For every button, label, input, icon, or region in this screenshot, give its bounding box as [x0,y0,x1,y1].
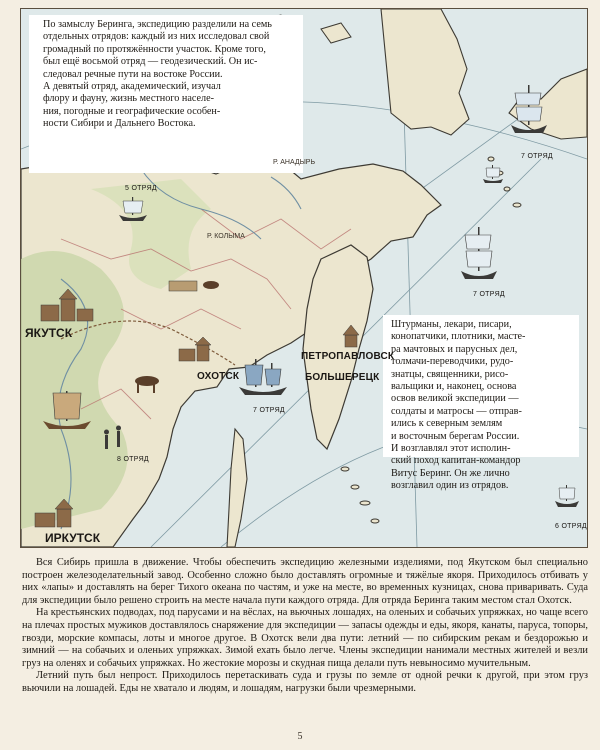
body-paragraph-1: Вся Сибирь пришла в движение. Чтобы обеспечить экспедицию железными изделиями, под Якутском был специально построен железоделательный завод. Особенно сложно было доставлять огромные и тяжёлые якоря. Приходилось отбивать у них «лапы» и доставлять на берег Тихого океана по частям, и уже на месте, во временных кузницах, снова приваривать. Суда для экспедиции было решено строить на месте начала пути каждого отряда. Для отряда Беринга таким местом стал Охотск. [22,557,588,606]
page-number: 5 [297,731,303,742]
arctic-island-2 [321,23,351,43]
river-label-kolyma: Р. КОЛЫМА [207,233,245,240]
ship-icon-2 [461,227,497,279]
sakhalin-island [227,429,247,547]
map-illustration [20,8,588,548]
map-caption-right-text: Штурманы, лекари, писари, конопатчики, плотники, масте- ра мачтовых и парусных дел, толмачи-переводчики, рудо- знатцы, священники, рисо- вальщики и, наконец, основа освов великой экспедиции — солдаты и матросы — отправ- ились к северным землям и восточным берегам России. И возглавлял этот исполин- ский поход капитан-командор Витус Беринг. Он же лично возглавил один из отрядов. [391,319,526,492]
detachment-label-6: 6 ОТРЯД [555,523,587,530]
body-paragraph-2: На крестьянских подводах, под парусами и на вёслах, на вьючных лошадях, на оленьих и собачьих упряжках, но чаще всего на плечах простых мужиков доставлялось снаряжение для экспедиции — запасы одежды и еды, якоря, канаты, паруса, топоры, гвозди, морские компасы, лоты и многое другое. В Охотск вели два пути: летний — по сибирским рекам и бездорожью и зимний — на собачьих и оленьих упряжках. Зимой ехать было легче. Члены экспедиции нанимали местных жителей и везли груз на оленях и собачьих упряжках. Но жестокие морозы и скудная пища делали путь невыносимо мучительным. [22,607,588,669]
city-label-petropavlovsk: ПЕТРОПАВЛОВСК [301,351,395,362]
chukotka-coast [381,9,469,135]
detachment-label-7-okhotsk: 7 ОТРЯД [253,407,285,414]
map-caption-right [383,315,579,492]
city-label-okhotsk: ОХОТСК [197,371,240,382]
city-label-bolsheretsk: БОЛЬШЕРЕЦК [305,372,380,383]
detachment-label-7-north: 7 ОТРЯД [521,153,553,160]
detachment-label-5: 5 ОТРЯД [125,185,157,192]
body-paragraph-3: Летний путь был непрост. Приходилось перетаскивать суда и грузы по земле от одной речки к другой, при этом груз вьючили на лошадей. Еды не хватало и людям, и лошадям, нагрузки были чрезмерными. [22,670,588,694]
city-label-irkutsk: ИРКУТСК [45,531,101,545]
river-label-anadyr: Р. АНАДЫРЬ [273,159,316,166]
map-caption-top-text: По замыслу Беринга, экспедицию разделили на семь отдельных отрядов: каждый из них исследовал свой громадный по протяжённости участок. Кроме того, был ещё восьмой отряд — геодезический. Он ис- следовал речные пути на востоке России. А девятый отряд, академический, изучал флору и фауну, жизнь местного населе- ния, погодные и географические особен- ности Сибири и Дальнего Востока. [43,19,272,130]
detachment-label-8: 8 ОТРЯД [117,456,149,463]
detachment-label-7-east: 7 ОТРЯД [473,291,505,298]
body-text [22,557,588,696]
map-caption-top [29,15,303,173]
city-label-yakutsk: ЯКУТСК [25,326,73,340]
kuril-islands [341,467,379,523]
